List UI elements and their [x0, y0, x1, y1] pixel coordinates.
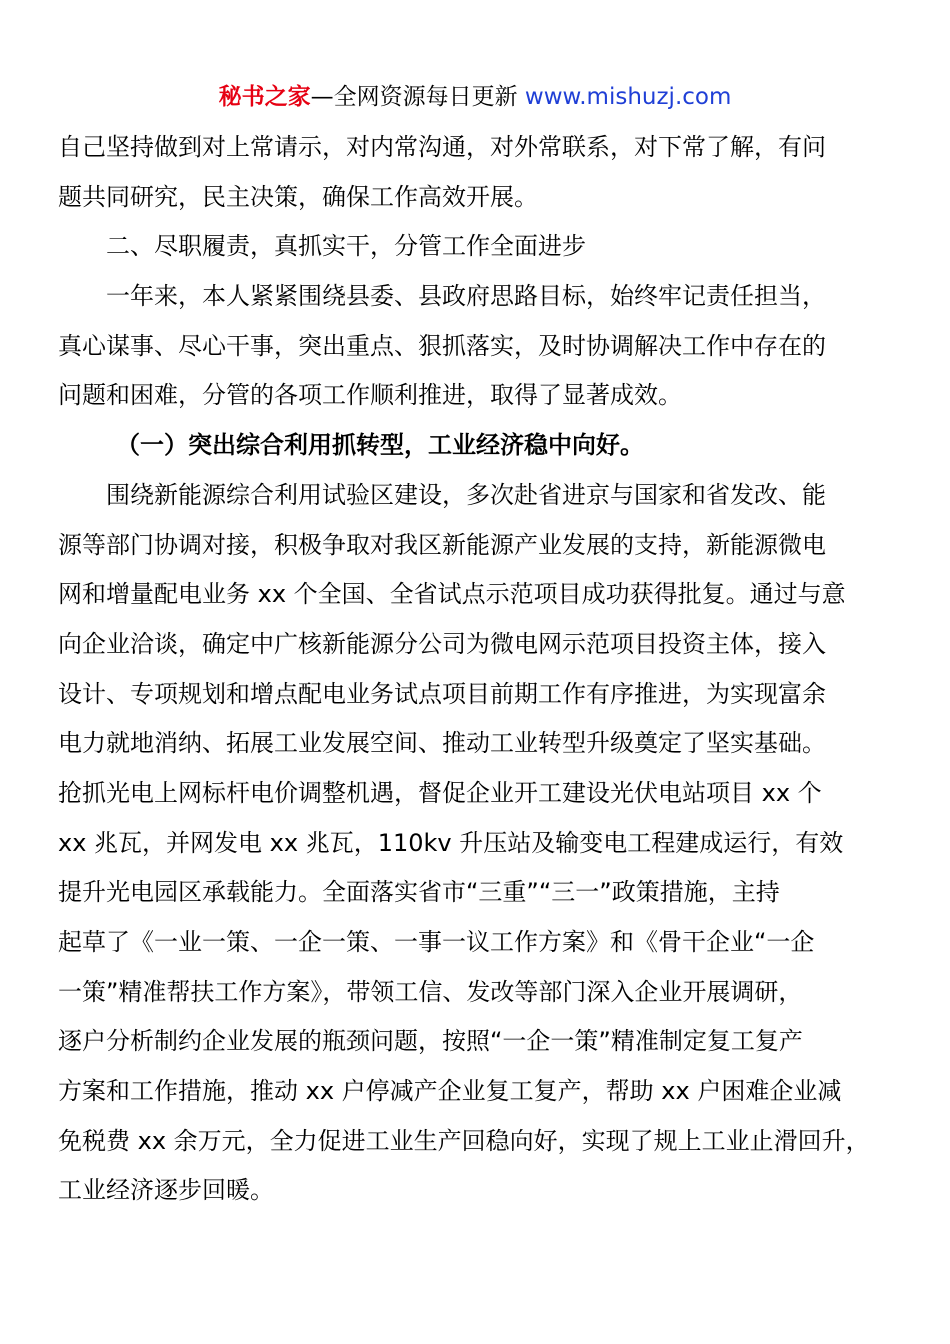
paragraph-line: 逐户分析制约企业发展的瓶颈问题，按照“一企一策”精准制定复工复产 — [58, 1027, 803, 1056]
site-header — [0, 80, 950, 114]
subsection-heading: （一）突出综合利用抓转型，工业经济稳中向好。 — [116, 431, 644, 460]
paragraph-line: 一年来，本人紧紧围绕县委、县政府思路目标，始终牢记责任担当， — [106, 282, 826, 311]
site-brand: 秘书之家 — [218, 84, 311, 110]
site-tagline: —全网资源每日更新 — [310, 84, 525, 110]
paragraph-line: xx 兆瓦，并网发电 xx 兆瓦，110kv 升压站及输变电工程建成运行，有效 — [58, 828, 844, 857]
paragraph-line: 免税费 xx 余万元，全力促进工业生产回稳向好，实现了规上工业止滑回升， — [58, 1126, 870, 1155]
document-body — [58, 123, 918, 1216]
paragraph-line: 问题和困难，分管的各项工作顺利推进，取得了显著成效。 — [58, 381, 682, 410]
paragraph-line: 自己坚持做到对上常请示，对内常沟通，对外常联系，对下常了解，有问 — [58, 133, 826, 161]
paragraph-line: 提升光电园区承载能力。全面落实省市“三重”“三一”政策措施，主持 — [58, 878, 780, 907]
paragraph-line: 起草了《一业一策、一企一策、一事一议工作方案》和《骨干企业“一企 — [58, 928, 815, 956]
paragraph-line: 一策”精准帮扶工作方案》，带领工信、发改等部门深入企业开展调研， — [58, 977, 803, 1006]
paragraph-line: 抢抓光电上网标杆电价调整机遇，督促企业开工建设光伏电站项目 xx 个 — [58, 778, 822, 807]
paragraph-line: 网和增量配电业务 xx 个全国、全省试点示范项目成功获得批复。通过与意 — [58, 580, 846, 609]
paragraph-line: 向企业洽谈，确定中广核新能源分公司为微电网示范项目投资主体，接入 — [58, 629, 826, 658]
paragraph-line: 电力就地消纳、拓展工业发展空间、推动工业转型升级奠定了坚实基础。 — [58, 729, 826, 758]
paragraph-line: 题共同研究，民主决策，确保工作高效开展。 — [58, 182, 538, 211]
paragraph-line: 源等部门协调对接，积极争取对我区新能源产业发展的支持，新能源微电 — [58, 530, 826, 559]
paragraph-line: 设计、专项规划和增点配电业务试点项目前期工作有序推进，为实现富余 — [58, 679, 826, 708]
site-url-link[interactable]: www.mishuzj.com — [524, 84, 732, 110]
paragraph-line: 工业经济逐步回暖。 — [58, 1176, 274, 1205]
paragraph-line: 方案和工作措施，推动 xx 户停减产企业复工复产，帮助 xx 户困难企业减 — [58, 1077, 842, 1106]
paragraph-line: 围绕新能源综合利用试验区建设，多次赴省进京与国家和省发改、能 — [106, 480, 826, 509]
section-heading: 二、尽职履责，真抓实干，分管工作全面进步 — [106, 232, 586, 261]
paragraph-line: 真心谋事、尽心干事，突出重点、狠抓落实，及时协调解决工作中存在的 — [58, 331, 826, 360]
